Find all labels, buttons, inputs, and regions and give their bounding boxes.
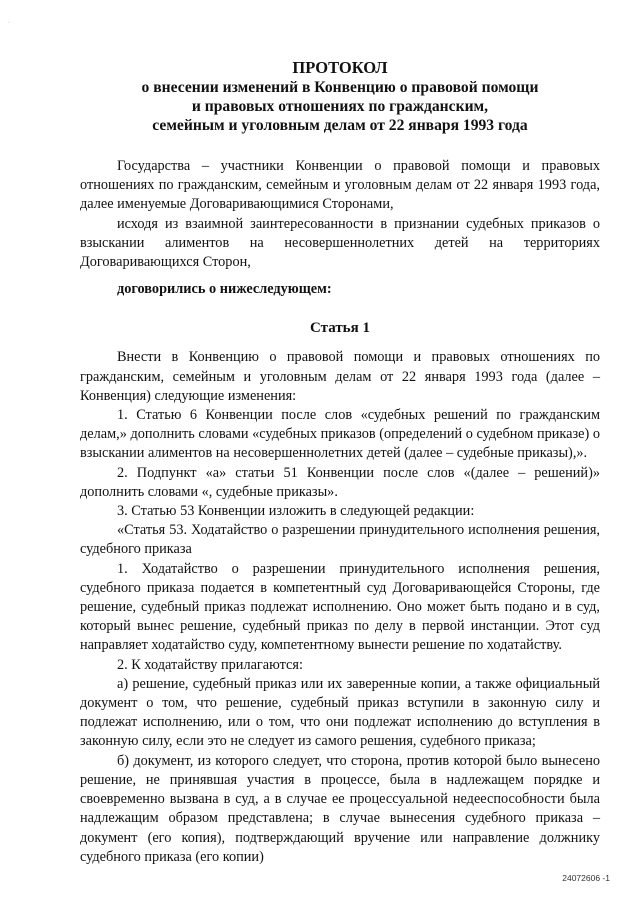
article-paragraph: 2. Подпункт «а» статьи 51 Конвенции после слов «(далее – решений)» дополнить словами «, судебные приказы».: [80, 464, 600, 500]
article-paragraph: 1. Статью 6 Конвенции после слов «судебных решений по гражданским делам,» дополнить словами «судебных приказов (определений о судебном приказе) о взыскании алиментов на несовершеннолетних детей (далее – судебные приказы),».: [80, 407, 600, 462]
article-paragraph: б) документ, из которого следует, что сторона, против которой было вынесено решение, не принявшая участия в процессе, была в надлежащем порядке и своевременно вызвана в суд, а в случае ее процессуальной недееспособности была надлежащим образом представлена; в случае вынесения судебного приказа – документ (его копия), подтверждающий вручение или направление должнику судебного приказа (его копии): [80, 752, 600, 865]
preamble-paragraph-2: исходя из взаимной заинтересованности в признании судебных приказов о взыскании алиментов на несовершеннолетних детей на территориях Договаривающихся Сторон,: [80, 215, 600, 271]
article-1-heading: Статья 1: [310, 320, 370, 337]
document-code: 24072606 -1: [562, 873, 610, 883]
article-paragraph: 2. К ходатайству прилагаются:: [117, 656, 303, 673]
article-paragraph: Внести в Конвенцию о правовой помощи и правовых отношениях по гражданским, семейным и уголовным делам от 22 января 1993 года (далее – Конвенция) следующие изменения:: [80, 349, 600, 404]
title-line-protocol: ПРОТОКОЛ: [292, 58, 388, 77]
article-paragraph: 1. Ходатайство о разрешении принудительного исполнения решения, судебного приказа подается в компетентный суд Договаривающейся Стороны, где решение, судебный приказ подлежат исполнению. Оно может быть подано и в суд, который вынес решение, судебный приказ по делу в первой инстанции. Этот суд направляет ходатайство суду, компетентному вынести решение по ходатайству.: [80, 560, 600, 654]
article-paragraph: 3. Статью 53 Конвенции изложить в следующей редакции:: [117, 503, 475, 520]
title-line-3: и правовых отношениях по гражданским,: [191, 98, 489, 115]
document-title: [80, 58, 600, 135]
agreed-clause: договорились о нижеследующем:: [117, 281, 332, 298]
article-paragraph: а) решение, судебный приказ или их заверенные копии, а также официальный документ о том, что решение, судебный приказ вступили в законную силу и подлежат исполнению, или о том, что они подлежат исполнению до вступления в законную силу, если это не следует из самого решения, судебного приказа;: [80, 675, 600, 750]
title-line-2: о внесении изменений в Конвенцию о правовой помощи: [141, 79, 539, 96]
article-paragraph: «Статья 53. Ходатайство о разрешении принудительного исполнения решения, судебного приказа: [80, 522, 600, 558]
preamble-paragraph-1: Государства – участники Конвенции о правовой помощи и правовых отношениях по гражданским, семейным и уголовным делам от 22 января 1993 года, далее именуемые Договаривающимися Сторонами,: [80, 158, 600, 213]
scan-artifact: ·: [8, 20, 10, 26]
document-page: [80, 58, 600, 867]
title-line-4: семейным и уголовным делам от 22 января 1993 года: [152, 117, 528, 134]
